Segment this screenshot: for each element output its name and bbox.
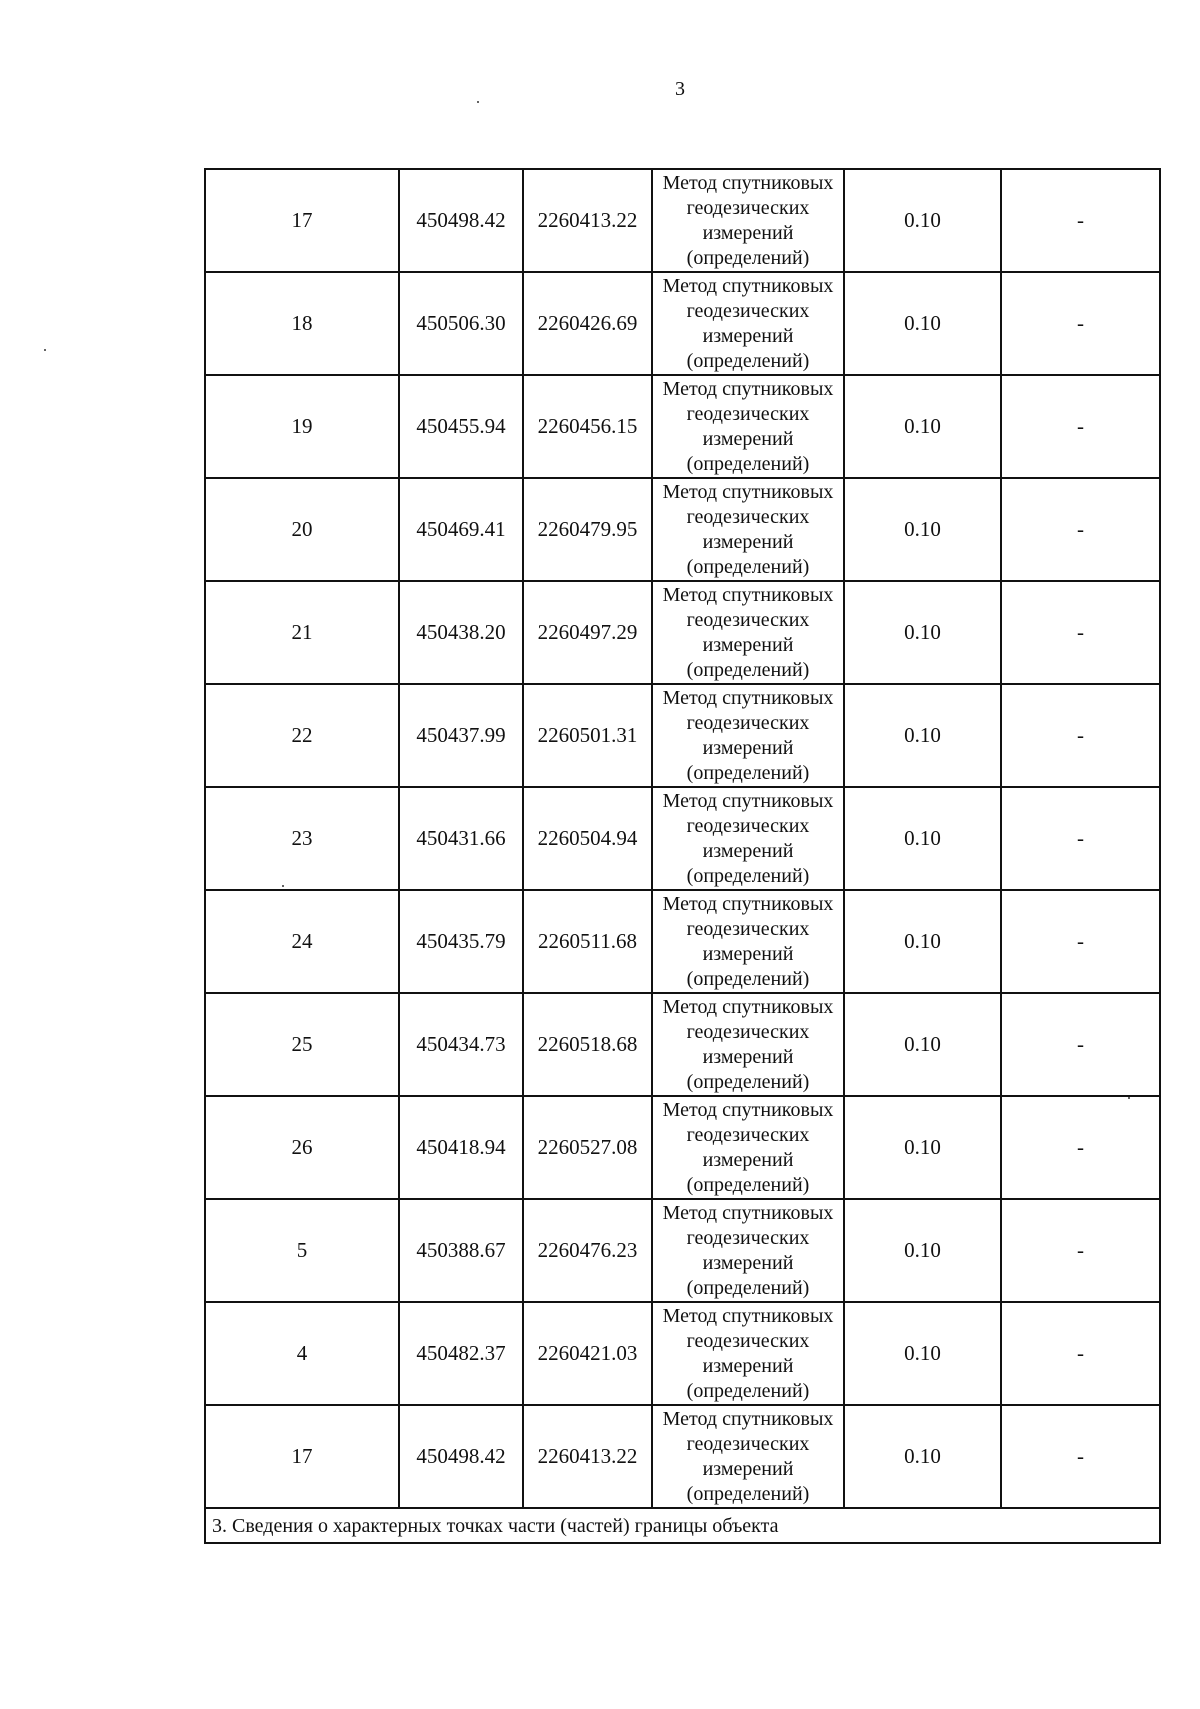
method-line: измерений [702, 221, 794, 244]
method-line: (определений) [686, 1276, 810, 1299]
method-line: Метод спутниковых [662, 274, 834, 297]
scan-speck [477, 101, 479, 103]
y-coordinate-cell: 2260413.22 [523, 1405, 652, 1508]
table-row [205, 272, 1160, 375]
method-line: Метод спутниковых [662, 892, 834, 915]
method-cell [652, 581, 844, 684]
description-cell: - [1001, 684, 1160, 787]
x-coordinate-cell: 450506.30 [399, 272, 523, 375]
method-line: (определений) [686, 1070, 810, 1093]
point-cell: 26 [205, 1096, 399, 1199]
table-row [205, 684, 1160, 787]
method-cell [652, 684, 844, 787]
method-line: (определений) [686, 452, 810, 475]
section-note-row [205, 1508, 1160, 1543]
method-line: геодезических [686, 1020, 810, 1043]
table-row [205, 1302, 1160, 1405]
point-cell: 21 [205, 581, 399, 684]
method-cell [652, 478, 844, 581]
table-row [205, 993, 1160, 1096]
method-line: (определений) [686, 349, 810, 372]
method-line: (определений) [686, 1482, 810, 1505]
table-row [205, 375, 1160, 478]
coordinates-table-body [205, 169, 1160, 1508]
method-line: Метод спутниковых [662, 480, 834, 503]
accuracy-cell: 0.10 [844, 272, 1001, 375]
method-line: Метод спутниковых [662, 1304, 834, 1327]
accuracy-cell: 0.10 [844, 787, 1001, 890]
x-coordinate-cell: 450498.42 [399, 1405, 523, 1508]
method-line: измерений [702, 942, 794, 965]
y-coordinate-cell: 2260497.29 [523, 581, 652, 684]
description-cell: - [1001, 272, 1160, 375]
method-line: геодезических [686, 196, 810, 219]
description-cell: - [1001, 1199, 1160, 1302]
point-cell: 5 [205, 1199, 399, 1302]
method-line: геодезических [686, 917, 810, 940]
method-line: Метод спутниковых [662, 377, 834, 400]
description-cell: - [1001, 1302, 1160, 1405]
page-number: 3 [675, 78, 685, 100]
point-cell: 24 [205, 890, 399, 993]
method-line: геодезических [686, 402, 810, 425]
table-row [205, 581, 1160, 684]
method-line: Метод спутниковых [662, 1407, 834, 1430]
method-line: геодезических [686, 1432, 810, 1455]
table-row [205, 478, 1160, 581]
accuracy-cell: 0.10 [844, 1405, 1001, 1508]
scan-speck [44, 349, 46, 351]
x-coordinate-cell: 450418.94 [399, 1096, 523, 1199]
coordinates-table [204, 168, 1161, 1544]
method-cell [652, 375, 844, 478]
method-line: измерений [702, 1251, 794, 1274]
method-line: Метод спутниковых [662, 995, 834, 1018]
method-line: измерений [702, 736, 794, 759]
point-cell: 17 [205, 1405, 399, 1508]
section-note: 3. Сведения о характерных точках части (частей) границы объекта [205, 1508, 1160, 1543]
accuracy-cell: 0.10 [844, 169, 1001, 272]
x-coordinate-cell: 450435.79 [399, 890, 523, 993]
method-line: Метод спутниковых [662, 1201, 834, 1224]
description-cell: - [1001, 993, 1160, 1096]
point-cell: 18 [205, 272, 399, 375]
method-line: Метод спутниковых [662, 1098, 834, 1121]
description-cell: - [1001, 890, 1160, 993]
y-coordinate-cell: 2260501.31 [523, 684, 652, 787]
point-cell: 25 [205, 993, 399, 1096]
accuracy-cell: 0.10 [844, 890, 1001, 993]
method-line: измерений [702, 1045, 794, 1068]
method-line: геодезических [686, 1226, 810, 1249]
y-coordinate-cell: 2260413.22 [523, 169, 652, 272]
y-coordinate-cell: 2260456.15 [523, 375, 652, 478]
table-row [205, 1199, 1160, 1302]
method-cell [652, 1199, 844, 1302]
method-line: геодезических [686, 1123, 810, 1146]
method-line: геодезических [686, 814, 810, 837]
y-coordinate-cell: 2260426.69 [523, 272, 652, 375]
method-line: измерений [702, 633, 794, 656]
method-cell [652, 272, 844, 375]
accuracy-cell: 0.10 [844, 375, 1001, 478]
accuracy-cell: 0.10 [844, 1302, 1001, 1405]
description-cell: - [1001, 581, 1160, 684]
x-coordinate-cell: 450434.73 [399, 993, 523, 1096]
description-cell: - [1001, 169, 1160, 272]
x-coordinate-cell: 450455.94 [399, 375, 523, 478]
accuracy-cell: 0.10 [844, 478, 1001, 581]
method-line: измерений [702, 1354, 794, 1377]
x-coordinate-cell: 450482.37 [399, 1302, 523, 1405]
y-coordinate-cell: 2260527.08 [523, 1096, 652, 1199]
method-cell [652, 1405, 844, 1508]
table-row [205, 787, 1160, 890]
point-cell: 19 [205, 375, 399, 478]
point-cell: 17 [205, 169, 399, 272]
method-line: (определений) [686, 658, 810, 681]
method-cell [652, 1302, 844, 1405]
accuracy-cell: 0.10 [844, 684, 1001, 787]
y-coordinate-cell: 2260476.23 [523, 1199, 652, 1302]
method-cell [652, 169, 844, 272]
method-line: геодезических [686, 505, 810, 528]
method-cell [652, 1096, 844, 1199]
y-coordinate-cell: 2260504.94 [523, 787, 652, 890]
y-coordinate-cell: 2260511.68 [523, 890, 652, 993]
x-coordinate-cell: 450498.42 [399, 169, 523, 272]
point-cell: 20 [205, 478, 399, 581]
method-line: измерений [702, 324, 794, 347]
x-coordinate-cell: 450431.66 [399, 787, 523, 890]
description-cell: - [1001, 478, 1160, 581]
method-line: измерений [702, 427, 794, 450]
method-line: Метод спутниковых [662, 171, 834, 194]
y-coordinate-cell: 2260518.68 [523, 993, 652, 1096]
method-line: измерений [702, 530, 794, 553]
table-row [205, 890, 1160, 993]
description-cell: - [1001, 375, 1160, 478]
method-line: (определений) [686, 967, 810, 990]
method-line: измерений [702, 1457, 794, 1480]
accuracy-cell: 0.10 [844, 1199, 1001, 1302]
point-cell: 22 [205, 684, 399, 787]
method-line: (определений) [686, 1379, 810, 1402]
method-line: геодезических [686, 299, 810, 322]
method-line: (определений) [686, 864, 810, 887]
accuracy-cell: 0.10 [844, 1096, 1001, 1199]
table-row [205, 169, 1160, 272]
table-row [205, 1405, 1160, 1508]
method-line: геодезических [686, 608, 810, 631]
table-row [205, 1096, 1160, 1199]
y-coordinate-cell: 2260479.95 [523, 478, 652, 581]
method-line: (определений) [686, 761, 810, 784]
method-line: геодезических [686, 1329, 810, 1352]
x-coordinate-cell: 450469.41 [399, 478, 523, 581]
description-cell: - [1001, 1096, 1160, 1199]
x-coordinate-cell: 450438.20 [399, 581, 523, 684]
description-cell: - [1001, 1405, 1160, 1508]
accuracy-cell: 0.10 [844, 993, 1001, 1096]
method-line: измерений [702, 1148, 794, 1171]
method-line: геодезических [686, 711, 810, 734]
x-coordinate-cell: 450388.67 [399, 1199, 523, 1302]
accuracy-cell: 0.10 [844, 581, 1001, 684]
method-line: Метод спутниковых [662, 583, 834, 606]
y-coordinate-cell: 2260421.03 [523, 1302, 652, 1405]
description-cell: - [1001, 787, 1160, 890]
method-cell [652, 993, 844, 1096]
method-cell [652, 890, 844, 993]
method-cell [652, 787, 844, 890]
method-line: Метод спутниковых [662, 789, 834, 812]
point-cell: 4 [205, 1302, 399, 1405]
point-cell: 23 [205, 787, 399, 890]
method-line: измерений [702, 839, 794, 862]
method-line: (определений) [686, 1173, 810, 1196]
method-line: Метод спутниковых [662, 686, 834, 709]
method-line: (определений) [686, 246, 810, 269]
x-coordinate-cell: 450437.99 [399, 684, 523, 787]
method-line: (определений) [686, 555, 810, 578]
